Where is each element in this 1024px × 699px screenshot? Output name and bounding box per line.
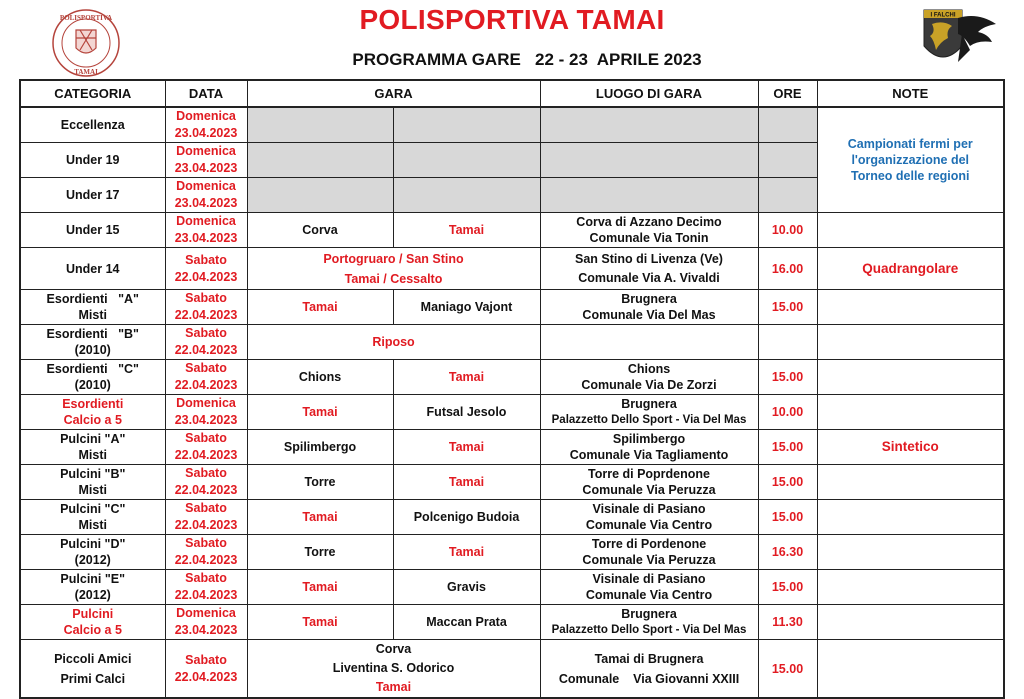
match-cell bbox=[247, 640, 540, 699]
away-team-cell: Tamai bbox=[393, 430, 540, 465]
logo-right-text: I FALCHI bbox=[930, 12, 956, 19]
category-sub: Misti bbox=[78, 518, 107, 532]
away-team-cell: Tamai bbox=[393, 360, 540, 395]
date-day: Domenica bbox=[176, 606, 236, 620]
col-header-luogo: LUOGO DI GARA bbox=[540, 80, 758, 107]
table-row bbox=[20, 430, 1004, 465]
empty-cell bbox=[247, 178, 393, 213]
date-day: Sabato bbox=[185, 652, 227, 667]
match-line: Tamai bbox=[375, 680, 412, 694]
category-cell bbox=[20, 640, 165, 699]
match-line: Tamai / Cessalto bbox=[344, 271, 443, 286]
col-header-gara: GARA bbox=[247, 80, 540, 107]
category-label: Esordienti "B" bbox=[46, 327, 139, 341]
category-sub: (2010) bbox=[74, 378, 111, 392]
venue-line: Comunale Via Tonin bbox=[589, 231, 709, 245]
page-subtitle: PROGRAMMA GARE 22 - 23 APRILE 2023 bbox=[352, 50, 702, 69]
category-sub: (2012) bbox=[74, 553, 111, 567]
home-team-cell: Chions bbox=[247, 360, 393, 395]
date-cell bbox=[165, 143, 247, 178]
date-value: 23.04.2023 bbox=[174, 623, 238, 637]
note-cell bbox=[817, 465, 1004, 500]
category-cell bbox=[20, 107, 165, 143]
date-value: 23.04.2023 bbox=[174, 231, 238, 245]
venue-line: Spilimbergo bbox=[612, 432, 686, 446]
venue-cell bbox=[540, 325, 758, 360]
date-value: 23.04.2023 bbox=[174, 196, 238, 210]
time-cell: 15.00 bbox=[758, 290, 817, 325]
time-cell: 10.00 bbox=[758, 395, 817, 430]
category-cell bbox=[20, 143, 165, 178]
venue-line: Brugnera bbox=[621, 607, 677, 621]
home-team-cell: Spilimbergo bbox=[247, 430, 393, 465]
table-row bbox=[20, 290, 1004, 325]
table-row bbox=[20, 605, 1004, 640]
category-sub: Misti bbox=[78, 483, 107, 497]
col-header-ore: ORE bbox=[758, 80, 817, 107]
date-value: 23.04.2023 bbox=[174, 126, 238, 140]
away-team-cell: Tamai bbox=[393, 535, 540, 570]
date-day: Sabato bbox=[185, 536, 227, 550]
logo-left-bottom-text: TAMAI bbox=[74, 68, 98, 76]
date-day: Sabato bbox=[185, 571, 227, 585]
note-cell: Quadrangolare bbox=[817, 248, 1004, 290]
header-row bbox=[20, 80, 1004, 107]
venue-cell bbox=[540, 430, 758, 465]
date-cell bbox=[165, 325, 247, 360]
date-day: Sabato bbox=[185, 431, 227, 445]
date-cell bbox=[165, 248, 247, 290]
empty-cell bbox=[540, 178, 758, 213]
match-line: Liventina S. Odorico bbox=[332, 661, 455, 675]
table-row bbox=[20, 535, 1004, 570]
table-row bbox=[20, 360, 1004, 395]
home-team-cell: Tamai bbox=[247, 500, 393, 535]
date-day: Domenica bbox=[176, 396, 236, 410]
venue-line: Tamai di Brugnera bbox=[594, 651, 704, 666]
note-cell bbox=[817, 290, 1004, 325]
venue-line: Brugnera bbox=[621, 397, 677, 411]
date-day: Domenica bbox=[176, 109, 236, 123]
col-header-note: NOTE bbox=[817, 80, 1004, 107]
note-cell bbox=[817, 213, 1004, 248]
date-cell bbox=[165, 290, 247, 325]
empty-cell bbox=[393, 178, 540, 213]
venue-cell bbox=[540, 290, 758, 325]
venue-cell bbox=[540, 465, 758, 500]
empty-cell bbox=[247, 107, 393, 143]
date-value: 22.04.2023 bbox=[174, 518, 238, 532]
date-value: 22.04.2023 bbox=[174, 343, 238, 357]
empty-cell bbox=[540, 143, 758, 178]
note-cell bbox=[817, 360, 1004, 395]
category-label: Pulcini "D" bbox=[60, 537, 126, 551]
empty-cell bbox=[393, 107, 540, 143]
schedule-table bbox=[19, 79, 1005, 699]
empty-cell bbox=[247, 143, 393, 178]
venue-line: Comunale Via Centro bbox=[585, 588, 713, 602]
merged-note-line: Campionati fermi per bbox=[847, 137, 973, 151]
away-team-cell: Maccan Prata bbox=[393, 605, 540, 640]
time-cell: 15.00 bbox=[758, 500, 817, 535]
date-cell bbox=[165, 213, 247, 248]
date-cell bbox=[165, 605, 247, 640]
category-cell bbox=[20, 395, 165, 430]
note-cell bbox=[817, 640, 1004, 699]
time-cell: 11.30 bbox=[758, 605, 817, 640]
note-cell bbox=[817, 535, 1004, 570]
away-team-cell: Tamai bbox=[393, 213, 540, 248]
category-label: Pulcini "A" bbox=[60, 432, 126, 446]
date-day: Sabato bbox=[185, 361, 227, 375]
date-day: Sabato bbox=[185, 466, 227, 480]
date-value: 23.04.2023 bbox=[174, 161, 238, 175]
logo-left-top-text: POLISPORTIVA bbox=[59, 14, 113, 22]
date-cell bbox=[165, 640, 247, 699]
date-day: Sabato bbox=[185, 326, 227, 340]
col-header-data: DATA bbox=[165, 80, 247, 107]
venue-cell bbox=[540, 605, 758, 640]
date-cell bbox=[165, 360, 247, 395]
category-sub: (2010) bbox=[74, 343, 111, 357]
time-cell: 16.00 bbox=[758, 248, 817, 290]
home-team-cell: Corva bbox=[247, 213, 393, 248]
match-line: Portogruaro / San Stino bbox=[323, 251, 464, 266]
venue-line: Palazzetto Dello Sport - Via Del Mas bbox=[551, 414, 747, 426]
empty-cell bbox=[393, 143, 540, 178]
date-value: 22.04.2023 bbox=[174, 483, 238, 497]
venue-line: Torre di Poprdenone bbox=[588, 467, 710, 481]
home-team-cell: Tamai bbox=[247, 605, 393, 640]
category-cell bbox=[20, 430, 165, 465]
match-cell: Riposo bbox=[247, 325, 540, 360]
venue-line: Torre di Pordenone bbox=[591, 537, 707, 551]
venue-cell bbox=[540, 213, 758, 248]
time-cell: 15.00 bbox=[758, 570, 817, 605]
date-day: Sabato bbox=[185, 252, 227, 267]
date-day: Sabato bbox=[185, 291, 227, 305]
date-value: 22.04.2023 bbox=[174, 588, 238, 602]
home-team-cell: Tamai bbox=[247, 570, 393, 605]
venue-line: Chions bbox=[627, 362, 671, 376]
date-cell bbox=[165, 178, 247, 213]
category-cell bbox=[20, 605, 165, 640]
venue-line: Comunale Via Peruzza bbox=[582, 483, 716, 497]
category-sub: (2012) bbox=[74, 588, 111, 602]
category-label: Pulcini "E" bbox=[60, 572, 126, 586]
empty-cell bbox=[758, 107, 817, 143]
venue-cell bbox=[540, 535, 758, 570]
category-label: Under 14 bbox=[66, 261, 120, 276]
date-day: Domenica bbox=[176, 214, 236, 228]
category-label: Under 19 bbox=[66, 153, 120, 167]
category-cell bbox=[20, 500, 165, 535]
category-cell bbox=[20, 360, 165, 395]
empty-cell bbox=[758, 143, 817, 178]
category-label: Piccoli Amici bbox=[54, 651, 132, 666]
category-label: Esordienti bbox=[62, 397, 124, 411]
date-cell bbox=[165, 395, 247, 430]
category-cell bbox=[20, 570, 165, 605]
date-value: 22.04.2023 bbox=[174, 308, 238, 322]
category-label: Under 17 bbox=[66, 188, 120, 202]
away-team-cell: Polcenigo Budoia bbox=[393, 500, 540, 535]
venue-cell bbox=[540, 248, 758, 290]
date-value: 22.04.2023 bbox=[174, 269, 238, 284]
note-cell bbox=[817, 325, 1004, 360]
date-cell bbox=[165, 465, 247, 500]
col-header-categoria: CATEGORIA bbox=[20, 80, 165, 107]
time-cell: 15.00 bbox=[758, 430, 817, 465]
category-sub: Calcio a 5 bbox=[63, 413, 122, 427]
note-cell bbox=[817, 500, 1004, 535]
venue-line: Visinale di Pasiano bbox=[592, 572, 706, 586]
date-cell bbox=[165, 430, 247, 465]
date-cell bbox=[165, 535, 247, 570]
venue-line: Comunale Via A. Vivaldi bbox=[578, 270, 720, 285]
table-row bbox=[20, 500, 1004, 535]
venue-line: Comunale Via Centro bbox=[585, 518, 713, 532]
category-label: Under 15 bbox=[66, 223, 120, 237]
date-value: 22.04.2023 bbox=[174, 553, 238, 567]
category-cell bbox=[20, 290, 165, 325]
table-row bbox=[20, 570, 1004, 605]
table-row bbox=[20, 107, 1004, 143]
venue-line: Palazzetto Dello Sport - Via Del Mas bbox=[551, 624, 747, 636]
time-cell: 15.00 bbox=[758, 465, 817, 500]
table-row bbox=[20, 465, 1004, 500]
date-value: 22.04.2023 bbox=[174, 378, 238, 392]
note-cell bbox=[817, 570, 1004, 605]
category-sub: Misti bbox=[78, 308, 107, 322]
venue-line: Comunale Via Del Mas bbox=[582, 308, 716, 322]
time-cell bbox=[758, 325, 817, 360]
venue-line: Comunale Via De Zorzi bbox=[581, 378, 717, 392]
category-label: Pulcini "B" bbox=[60, 467, 126, 481]
date-cell bbox=[165, 500, 247, 535]
home-team-cell: Torre bbox=[247, 465, 393, 500]
category-label: Eccellenza bbox=[60, 118, 125, 132]
category-cell bbox=[20, 178, 165, 213]
away-team-cell: Maniago Vajont bbox=[393, 290, 540, 325]
time-cell: 10.00 bbox=[758, 213, 817, 248]
category-label: Esordienti "C" bbox=[46, 362, 139, 376]
time-cell: 15.00 bbox=[758, 640, 817, 699]
date-value: 22.04.2023 bbox=[174, 669, 238, 684]
venue-cell bbox=[540, 395, 758, 430]
match-cell bbox=[247, 248, 540, 290]
venue-cell bbox=[540, 500, 758, 535]
date-value: 22.04.2023 bbox=[174, 448, 238, 462]
match-line: Corva bbox=[375, 642, 412, 656]
note-cell: Sintetico bbox=[817, 430, 1004, 465]
home-team-cell: Tamai bbox=[247, 290, 393, 325]
date-day: Domenica bbox=[176, 144, 236, 158]
table-row bbox=[20, 640, 1004, 699]
venue-line: Comunale Via Peruzza bbox=[582, 553, 716, 567]
home-team-cell: Torre bbox=[247, 535, 393, 570]
category-label: Pulcini "C" bbox=[60, 502, 126, 516]
venue-line: Comunale Via Tagliamento bbox=[569, 448, 729, 462]
category-cell bbox=[20, 248, 165, 290]
category-cell bbox=[20, 213, 165, 248]
venue-line: Brugnera bbox=[621, 292, 677, 306]
away-team-cell: Gravis bbox=[393, 570, 540, 605]
table-row bbox=[20, 325, 1004, 360]
merged-note-line: l'organizzazione del bbox=[851, 153, 970, 167]
venue-cell bbox=[540, 640, 758, 699]
date-value: 23.04.2023 bbox=[174, 413, 238, 427]
category-label: Pulcini bbox=[72, 607, 114, 621]
empty-cell bbox=[540, 107, 758, 143]
venue-cell bbox=[540, 570, 758, 605]
note-cell bbox=[817, 605, 1004, 640]
category-cell bbox=[20, 465, 165, 500]
date-day: Domenica bbox=[176, 179, 236, 193]
venue-line: Corva di Azzano Decimo bbox=[576, 215, 722, 229]
home-team-cell: Tamai bbox=[247, 395, 393, 430]
category-label: Esordienti "A" bbox=[46, 292, 139, 306]
note-cell bbox=[817, 395, 1004, 430]
away-team-cell: Futsal Jesolo bbox=[393, 395, 540, 430]
merged-note-line: Torneo delle regioni bbox=[850, 169, 970, 183]
category-sub: Misti bbox=[78, 448, 107, 462]
table-row bbox=[20, 395, 1004, 430]
venue-cell bbox=[540, 360, 758, 395]
category-cell bbox=[20, 535, 165, 570]
date-cell bbox=[165, 107, 247, 143]
category-sub: Primi Calci bbox=[60, 671, 126, 686]
away-team-cell: Tamai bbox=[393, 465, 540, 500]
empty-cell bbox=[758, 178, 817, 213]
venue-line: San Stino di Livenza (Ve) bbox=[575, 251, 723, 266]
time-cell: 15.00 bbox=[758, 360, 817, 395]
category-cell bbox=[20, 325, 165, 360]
date-day: Sabato bbox=[185, 501, 227, 515]
table-row bbox=[20, 248, 1004, 290]
venue-line: Comunale Via Giovanni XXIII bbox=[558, 671, 740, 686]
date-cell bbox=[165, 570, 247, 605]
category-sub: Calcio a 5 bbox=[63, 623, 122, 637]
time-cell: 16.30 bbox=[758, 535, 817, 570]
merged-note-cell bbox=[817, 107, 1004, 213]
table-row bbox=[20, 213, 1004, 248]
venue-line: Visinale di Pasiano bbox=[592, 502, 706, 516]
page-title: POLISPORTIVA TAMAI bbox=[359, 4, 665, 35]
